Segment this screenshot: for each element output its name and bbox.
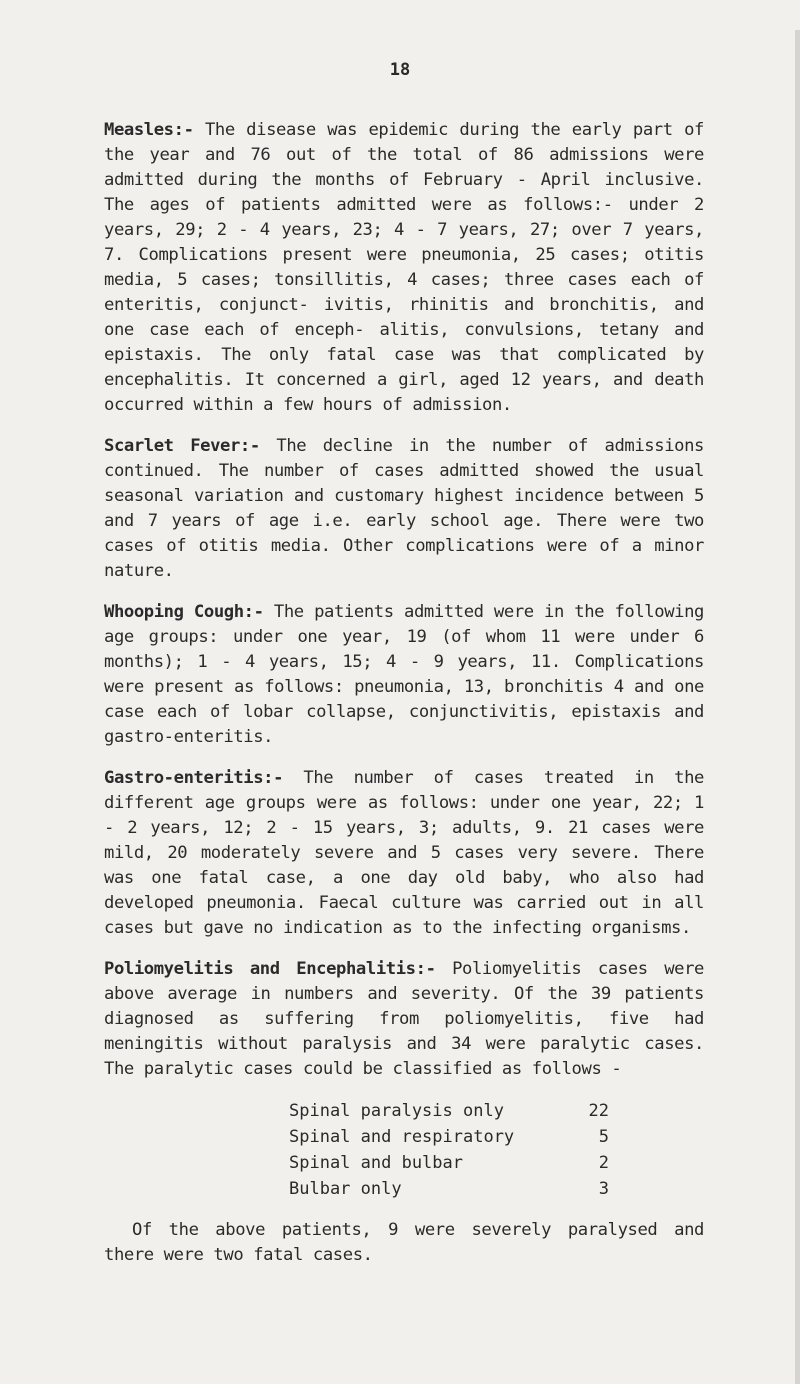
row-label: Spinal and bulbar [289,1153,463,1173]
section-scarlet-fever [104,434,704,584]
row-count: 3 [598,1179,609,1199]
row-count: 22 [588,1101,609,1121]
row-count: 2 [598,1153,609,1173]
section-heading: Poliomyelitis and Encephalitis:- [104,959,436,979]
section-text: The disease was epidemic during the early part of the year and 76 out of the total of 86 admissions were admitted during the months of February - April inclusive. The ages of patients admitted were as follows:- under 2 years, 29; 2 - 4 years, 23; 4 - 7 years, 27; over 7 years, 7. Complications present were pneumonia, 25 cases; otitis media, 5 cases; tonsillitis, 4 cases; three cases each of enteritis, conjunct- ivitis, rhinitis and bronchitis, and one case each of enceph- alitis, convulsions, tetany and epistaxis. The only fatal case was that complicated by encephalitis. It concerned a girl, aged 12 years, and death occurred within a few hours of admission. [104,120,704,415]
table-row [289,1150,609,1176]
section-heading: Whooping Cough:- [104,602,264,622]
row-count: 5 [598,1127,609,1147]
section-measles [104,118,704,418]
table-row [289,1098,609,1124]
table-row [289,1124,609,1150]
document-body [104,118,704,1284]
row-label: Spinal paralysis only [289,1101,504,1121]
section-gastro-enteritis [104,766,704,941]
page-number: 18 [389,60,411,80]
section-heading: Measles:- [104,120,194,140]
closing-paragraph: Of the above patients, 9 were severely paralysed and there were two fatal cases. [104,1220,704,1265]
section-poliomyelitis [104,957,704,1082]
section-heading: Gastro-enteritis:- [104,768,284,788]
section-text: The patients admitted were in the following age groups: under one year, 19 (of whom 11 were under 6 months); 1 - 4 years, 15; 4 - 9 years, 11. Complications were present as follows: pneumonia, 13, bronchitis 4 and one case each of lobar collapse, conjunctivitis, epistaxis and gastro-enteritis. [104,602,704,747]
table-row [289,1176,609,1202]
section-text: The decline in the number of admissions continued. The number of cases admitted showed the usual seasonal variation and customary highest incidence between 5 and 7 years of age i.e. early school age. There were two cases of otitis media. Other complications were of a minor nature. [104,436,704,581]
section-heading: Scarlet Fever:- [104,436,260,456]
page-edge [795,30,800,1384]
paralysis-table [289,1098,609,1202]
section-text: Poliomyelitis cases were above average in numbers and severity. Of the 39 patients diagnosed as suffering from poliomyelitis, five had meningitis without paralysis and 34 were paralytic cases. The paralytic cases could be classified as follows - [104,959,704,1079]
section-text: The number of cases treated in the different age groups were as follows: under one year, 22; 1 - 2 years, 12; 2 - 15 years, 3; adults, 9. 21 cases were mild, 20 moderately severe and 5 cases very severe. There was one fatal case, a one day old baby, who also had developed pneumonia. Faecal culture was carried out in all cases but gave no indication as to the infecting organisms. [104,768,704,938]
row-label: Bulbar only [289,1179,402,1199]
section-whooping-cough [104,600,704,750]
row-label: Spinal and respiratory [289,1127,515,1147]
